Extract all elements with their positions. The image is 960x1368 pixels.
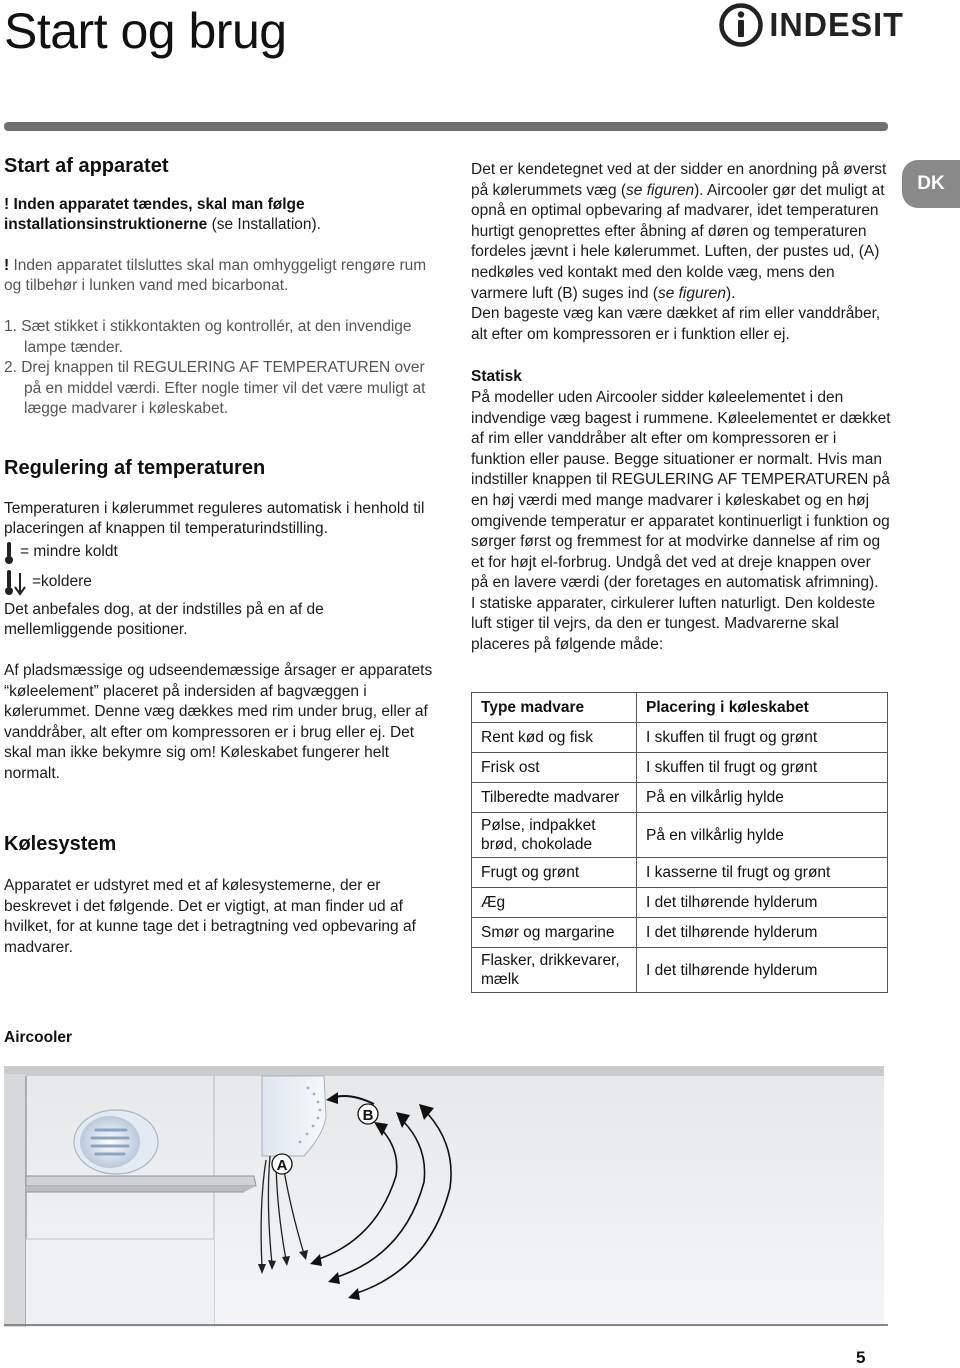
cooling-text: Apparatet er udstyret med et af kølesystemerne, der er beskrevet i det følgende. Det er vigtigt, at man finder ud af hvilket, for at kunne tage det i betragtning ved opbevaring af madvarer. [4, 877, 416, 956]
table-row [472, 858, 888, 888]
table-cell: Tilberedte madvarer [472, 783, 637, 813]
header-rule [4, 122, 888, 131]
table-row [472, 813, 888, 858]
aircooler-text-2: ). Aircooler gør det muligt at opnå en optimal opbevaring af madvarer, idet temperaturen hurtigt genoprettes efter åbning af døren og temperaturen fordeles jævnt i hele kølerummet. Luften, der pustes ud, (A) nedkøles ved kontakt med den kolde væg, mens den varmere luft (B) suges ind ( [471, 181, 885, 302]
cooling-heading: Kølesystem [4, 833, 117, 856]
aircooler-text-3: ). [726, 284, 736, 302]
table-cell: Frisk ost [472, 753, 637, 783]
warning-install [4, 195, 436, 236]
table-row [472, 753, 888, 783]
colder-row [4, 566, 436, 600]
table-row [472, 948, 888, 993]
regulation-heading: Regulering af temperaturen [4, 456, 266, 479]
table-cell: Pølse, indpakket brød, chokolade [472, 813, 637, 858]
start-heading: Start af apparatet [4, 155, 169, 177]
table-cell: I skuffen til frugt og grønt [637, 753, 888, 783]
table-row [472, 723, 888, 753]
thermometer-down-icon [4, 569, 26, 597]
aircooler-label: Aircooler [4, 1029, 73, 1046]
warning-clean-text: Inden apparatet tilsluttes skal man omhyggeligt rengøre rum og tilbehør i lunken vand med bicarbonat. [4, 256, 427, 295]
step-1: 1. Sæt stikket i stikkontakten og kontrollér, at den invendige lampe tænder. [4, 317, 412, 356]
table-cell: I det tilhørende hylderum [637, 948, 888, 993]
less-cold-label: = mindre koldt [20, 543, 118, 561]
back-wall-text: Den bageste væg kan være dækket af rim eller vanddråber, alt efter om kompressoren er i funktion eller ej. [471, 305, 881, 343]
language-tab: DK [902, 160, 960, 208]
aircooler-illustration [4, 1064, 887, 1327]
table-cell: Æg [472, 888, 637, 918]
label-b: B [362, 1107, 374, 1124]
table-header-row [472, 693, 888, 723]
brand-name: INDESIT [769, 6, 904, 43]
warning-clean [4, 256, 436, 297]
page-title: Start og brug [4, 3, 287, 59]
aircooler-text-1: Det er kendetegnet ved at der sidder en anordning på øverst på kølerummets væg ( [471, 161, 887, 199]
table-header: Type madvare [472, 693, 637, 723]
thermometer-icon [4, 541, 14, 565]
table-cell: Rent kød og fisk [472, 723, 637, 753]
label-a: A [276, 1157, 288, 1174]
figure-ref-1: se figuren [626, 181, 695, 199]
warning-install-bold: ! Inden apparatet tændes, skal man følge installationsinstruktionerne [4, 195, 305, 234]
warning-install-ref: (se Installation). [207, 216, 321, 234]
table-cell: På en vilkårlig hylde [637, 813, 888, 858]
right-column [471, 160, 891, 656]
static-heading: Statisk [471, 368, 522, 386]
footer-rule [4, 1324, 888, 1326]
static-text-2: I statiske apparater, cirkulerer luften naturligt. Den koldeste luft stiger til vejrs, da den er tungest. Madvarerne skal placeres på følgende måde: [471, 594, 876, 654]
table-header: Placering i køleskabet [637, 693, 888, 723]
table-cell: I det tilhørende hylderum [637, 888, 888, 918]
warning-mark: ! [4, 256, 10, 274]
table-cell: Smør og margarine [472, 918, 637, 948]
table-row [472, 888, 888, 918]
table-row [472, 783, 888, 813]
space-text: Af pladsmæssige og udseendemæssige årsager er apparatets “køleelement” placeret på indersiden af bagvæggen i kølerummet. Denne væg dækkes med rim under brug, eller af vanddråber, alt efter om kompressoren er i brug eller ej. Det skal man ikke bekymre sig om! Køleskabet fungerer helt normalt. [4, 661, 433, 782]
figure-ref-2: se figuren [657, 284, 727, 302]
food-placement-table [471, 692, 888, 993]
indesit-logo-icon [718, 2, 764, 48]
brand-logo [718, 2, 905, 48]
page-number: 5 [856, 1348, 866, 1367]
table-cell: Frugt og grønt [472, 858, 637, 888]
table-cell: Flasker, drikkevarer, mælk [472, 948, 637, 993]
regulation-text: Temperaturen i kølerummet reguleres automatisk i henhold til placeringen af knappen til temperaturindstilling. [4, 499, 425, 538]
aircooler-text [471, 160, 891, 304]
table-cell: På en vilkårlig hylde [637, 783, 888, 813]
recommend-text: Det anbefales dog, at der indstilles på en af de mellemliggende positioner. [4, 600, 324, 639]
static-text: På modeller uden Aircooler sidder køleelementet i den indvendige væg bagest i rummene. Køleelementet er dækket af rim eller vanddråber alt efter om kompressoren er i funktion eller pause. Begge situationer er normalt. Hvis man indstiller knappen til REGULERING AF TEMPERATUREN på en høj værdi med mange madvarer i køleskabet og en høj omgivende temperatur er apparatet kontinuerligt i funktion og sørger først og fremmest for at modvirke dannelse af rim og et for højt el-forbrug. Undgå det ved at dreje knappen over på en lavere værdi (der foretages en automatisk afrimning). [471, 388, 891, 592]
table-cell: I kasserne til frugt og grønt [637, 858, 888, 888]
left-column [4, 156, 436, 958]
table-cell: I skuffen til frugt og grønt [637, 723, 888, 753]
step-2: 2. Drej knappen til REGULERING AF TEMPERATUREN over på en middel værdi. Efter nogle timer vil det være muligt at lægge madvarer i køleskabet. [4, 359, 426, 418]
table-row [472, 918, 888, 948]
less-cold-row [4, 540, 436, 566]
table-cell: I det tilhørende hylderum [637, 918, 888, 948]
colder-label: =koldere [32, 573, 92, 591]
